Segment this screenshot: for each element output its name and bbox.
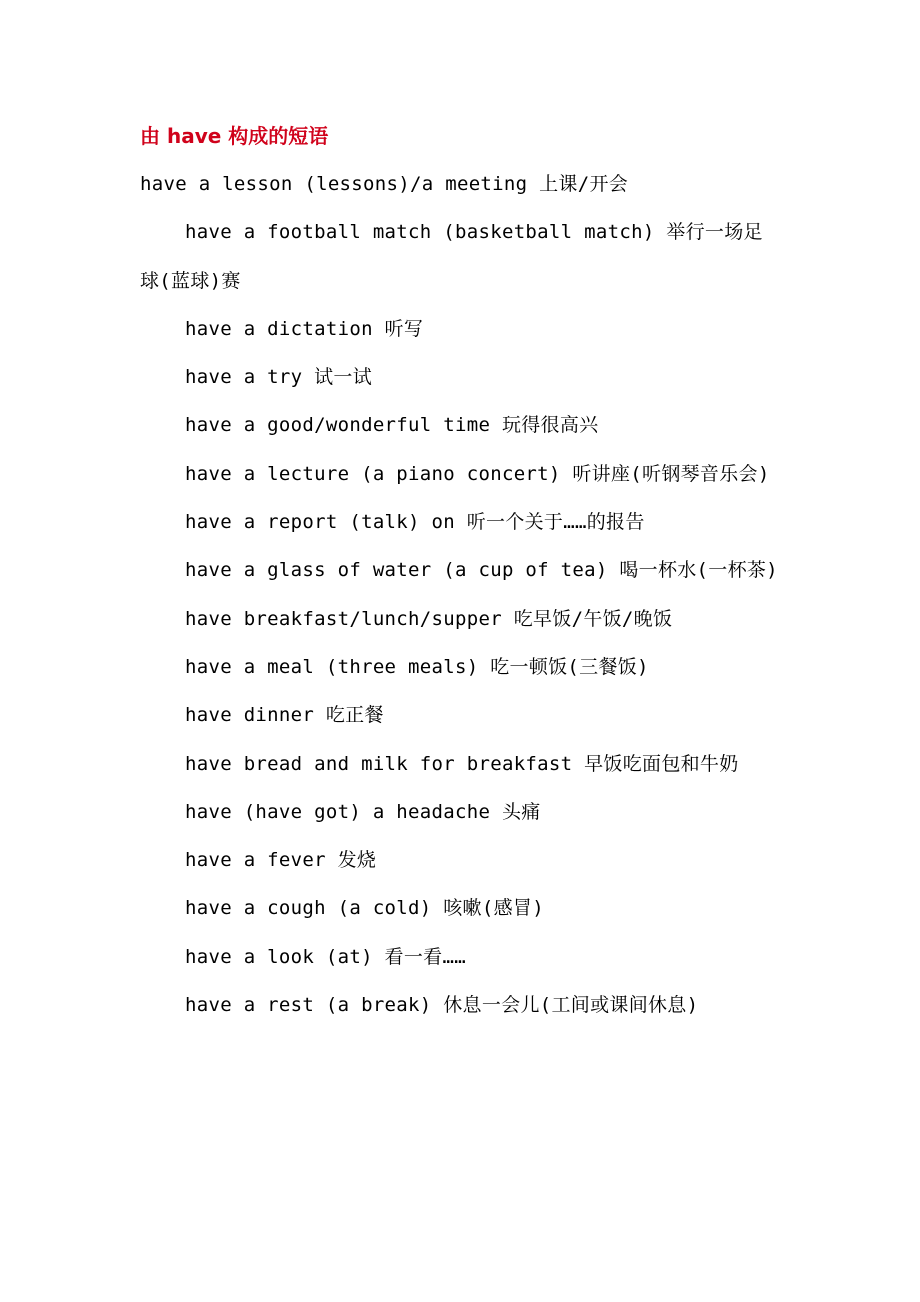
phrase-line: have a glass of water (a cup of tea) 喝一杯水(一杯茶) (185, 559, 778, 582)
phrase-line: have (have got) a headache 头痛 (185, 800, 541, 823)
phrase-line: have a lesson (lessons)/a meeting 上课/开会 (140, 173, 629, 195)
phrase-line: have a cough (a cold) 咳嗽(感冒) (185, 897, 544, 920)
phrase-line: have a try 试一试 (185, 366, 373, 389)
phrase-line: have a good/wonderful time 玩得很高兴 (185, 414, 599, 437)
phrase-line: have dinner 吃正餐 (185, 704, 384, 727)
phrase-line: have a look (at) 看一看…… (185, 945, 466, 968)
phrase-line: have a rest (a break) 休息一会儿(工间或课间休息) (185, 994, 699, 1017)
phrase-line: have a fever 发烧 (185, 849, 377, 872)
phrase-line: have a football match (basketball match) 举行一场足球(蓝球)赛 (140, 221, 763, 292)
phrase-line: have a report (talk) on 听一个关于……的报告 (185, 511, 645, 534)
page-title: 由 have 构成的短语 (140, 124, 329, 148)
document-body (140, 112, 780, 1029)
phrase-line: have a dictation 听写 (185, 317, 424, 340)
phrase-line: have breakfast/lunch/supper 吃早饭/午饭/晚饭 (185, 607, 673, 630)
phrase-line: have a meal (three meals) 吃一顿饭(三餐饭) (185, 655, 649, 678)
phrase-line: have bread and milk for breakfast 早饭吃面包和牛奶 (185, 752, 739, 775)
phrase-line: have a lecture (a piano concert) 听讲座(听钢琴音乐会) (185, 462, 770, 485)
